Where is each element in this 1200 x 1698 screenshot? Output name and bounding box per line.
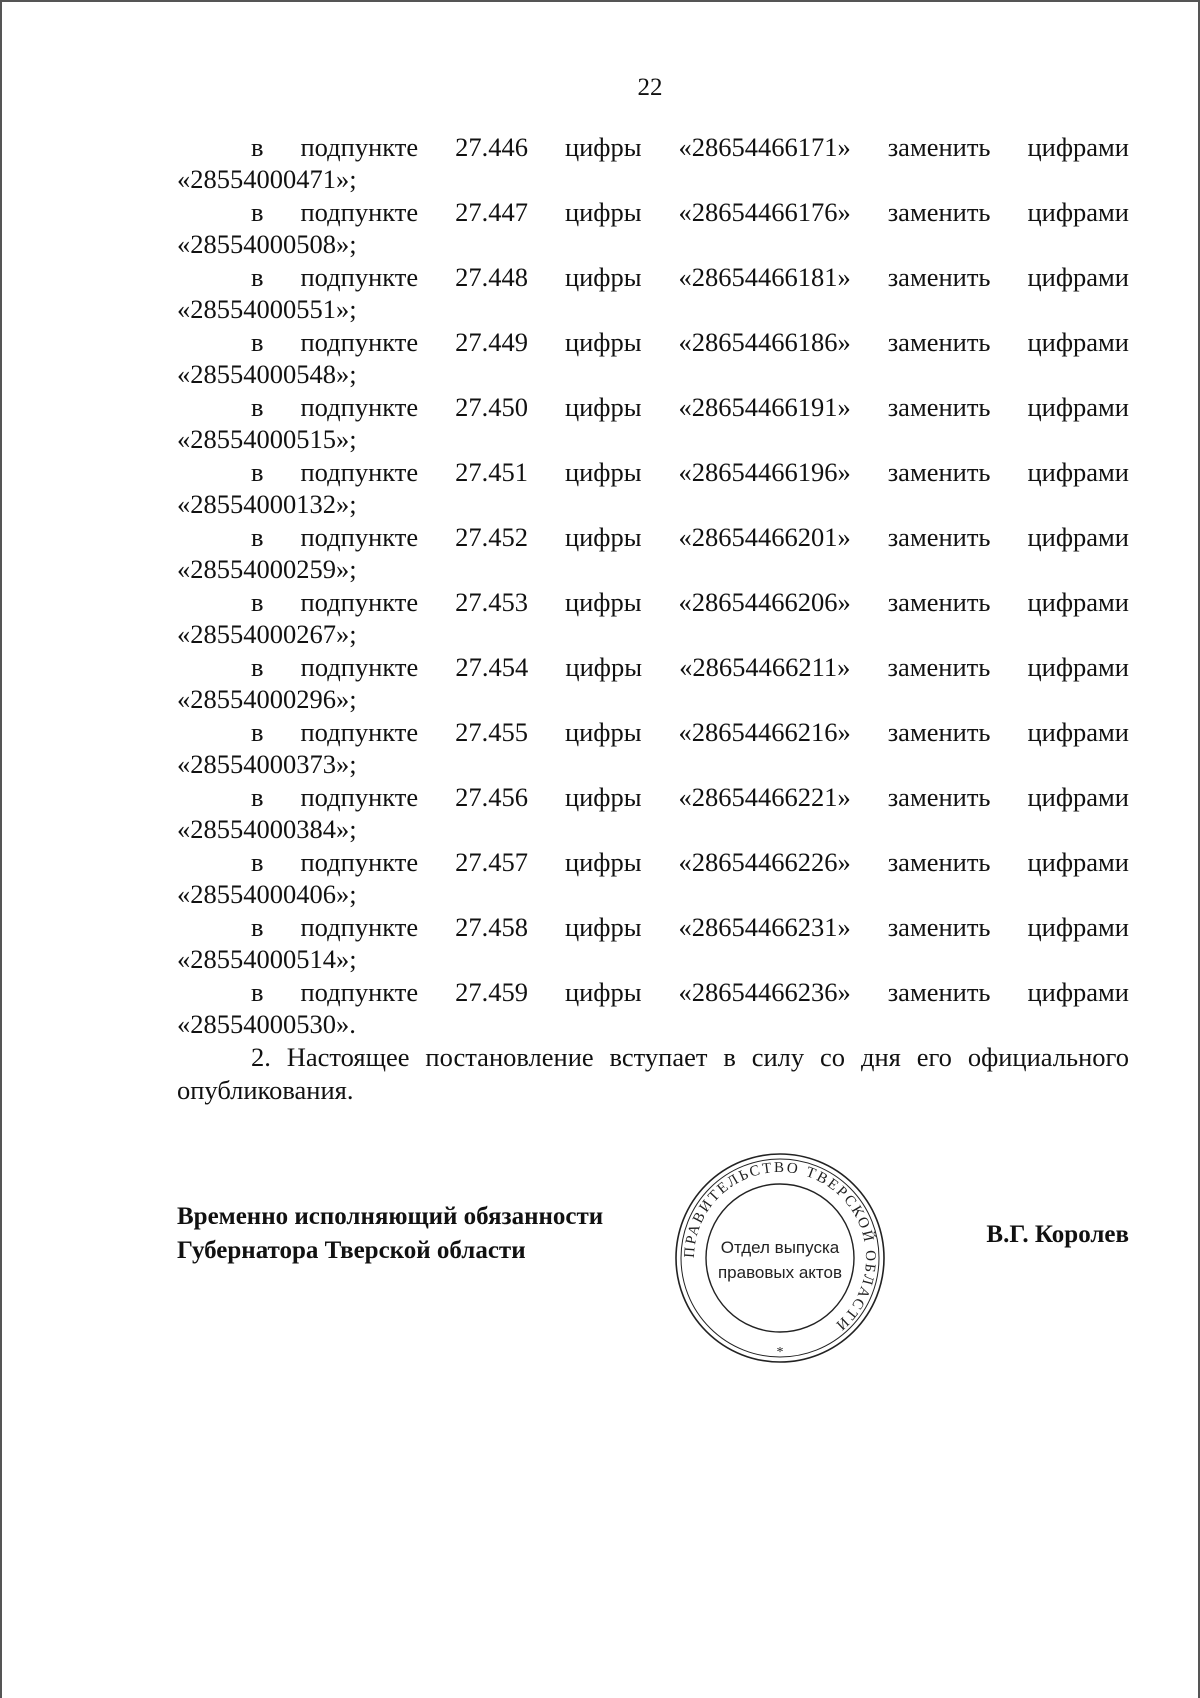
amendment-new-value: «28554000514»; (177, 944, 357, 974)
amendment-item (177, 586, 1129, 650)
amendment-new-value: «28554000548»; (177, 359, 357, 389)
amendment-line1 (177, 391, 1129, 423)
amendment-line1 (177, 131, 1129, 163)
amendment-item (177, 651, 1129, 715)
amendment-number: 27.451 (455, 457, 528, 487)
amendment-what: цифры (564, 587, 642, 617)
amendment-verb: заменить (887, 912, 991, 942)
amendment-number: 27.458 (455, 912, 528, 942)
amendment-verb: заменить (887, 587, 991, 617)
amendment-verb: заменить (887, 847, 991, 877)
amendment-number: 27.456 (455, 782, 528, 812)
signatory-title (177, 1200, 603, 1268)
amendment-with: цифрами (1027, 327, 1129, 357)
amendment-new-value: «28554000373»; (177, 749, 357, 779)
amendment-line1 (177, 781, 1129, 813)
amendment-line1 (177, 456, 1129, 488)
amendment-number: 27.446 (455, 132, 528, 162)
amendment-what: цифры (564, 977, 642, 1007)
amendment-old: «28654466201» (678, 522, 851, 552)
amendment-what: цифры (564, 717, 642, 747)
signatory-title-line2: Губернатора Тверской области (177, 1237, 526, 1264)
amendment-lead: в (251, 197, 264, 227)
seal-ring-text: ПРАВИТЕЛЬСТВО ТВЕРСКОЙ ОБЛАСТИ (681, 1159, 879, 1335)
amendment-word: подпункте (300, 847, 419, 877)
amendment-number: 27.457 (455, 847, 528, 877)
amendment-what: цифры (564, 262, 642, 292)
signatory-name: В.Г. Королев (986, 1221, 1129, 1248)
amendment-with: цифрами (1027, 587, 1129, 617)
amendment-word: подпункте (300, 912, 419, 942)
amendment-word: подпункте (300, 457, 419, 487)
seal-center-line1: Отдел выпуска (720, 1238, 840, 1257)
amendment-with: цифрами (1027, 912, 1129, 942)
amendment-number: 27.447 (455, 197, 528, 227)
amendment-lead: в (251, 327, 264, 357)
amendment-item (177, 716, 1129, 780)
amendment-item (177, 326, 1129, 390)
amendment-new-value: «28554000515»; (177, 424, 357, 454)
amendment-with: цифрами (1027, 782, 1129, 812)
amendment-item (177, 521, 1129, 585)
amendment-new-value: «28554000296»; (177, 684, 357, 714)
scan-border-left (0, 0, 2, 1698)
amendment-verb: заменить (887, 392, 991, 422)
amendment-new-value: «28554000132»; (177, 489, 357, 519)
seal-star: * (776, 1345, 784, 1360)
amendment-word: подпункте (300, 977, 419, 1007)
amendment-verb: заменить (887, 197, 991, 227)
amendment-with: цифрами (1027, 197, 1129, 227)
amendment-line1 (177, 261, 1129, 293)
amendment-what: цифры (564, 457, 642, 487)
amendment-with: цифрами (1027, 262, 1129, 292)
amendment-item (177, 131, 1129, 195)
amendment-lead: в (251, 782, 264, 812)
amendment-old: «28654466196» (678, 457, 851, 487)
amendment-lead: в (251, 847, 264, 877)
amendment-number: 27.453 (455, 587, 528, 617)
amendment-lead: в (251, 392, 264, 422)
amendment-lead: в (251, 912, 264, 942)
amendment-old: «28654466221» (678, 782, 851, 812)
amendment-line1 (177, 976, 1129, 1008)
amendment-verb: заменить (887, 782, 991, 812)
seal-center-line2: правовых актов (717, 1263, 843, 1282)
amendment-word: подпункте (300, 717, 419, 747)
amendment-number: 27.449 (455, 327, 528, 357)
amendment-what: цифры (564, 912, 642, 942)
amendment-with: цифрами (1027, 977, 1129, 1007)
amendment-with: цифрами (1027, 522, 1129, 552)
amendment-new-value: «28554000267»; (177, 619, 357, 649)
amendment-new-value: «28554000384»; (177, 814, 357, 844)
amendment-verb: заменить (887, 522, 991, 552)
amendment-line1 (177, 586, 1129, 618)
amendment-with: цифрами (1027, 847, 1129, 877)
amendment-verb: заменить (887, 977, 991, 1007)
amendment-with: цифрами (1027, 652, 1129, 682)
amendment-verb: заменить (887, 717, 991, 747)
amendment-new-value: «28554000406»; (177, 879, 357, 909)
amendment-line1 (177, 196, 1129, 228)
amendment-item (177, 391, 1129, 455)
amendment-old: «28654466191» (678, 392, 851, 422)
page-number: 22 (637, 74, 663, 101)
amendment-with: цифрами (1027, 132, 1129, 162)
amendment-line1 (177, 716, 1129, 748)
closing-paragraph: 2. Настоящее постановление вступает в силу со дня его официального опубликования. (177, 1042, 1129, 1105)
amendment-verb: заменить (887, 652, 991, 682)
amendments-list (177, 131, 1129, 1107)
amendment-number: 27.452 (455, 522, 528, 552)
amendment-lead: в (251, 262, 264, 292)
amendment-line1 (177, 846, 1129, 878)
amendment-word: подпункте (300, 327, 419, 357)
amendment-what: цифры (564, 522, 642, 552)
amendment-item (177, 781, 1129, 845)
amendment-old: «28654466216» (678, 717, 851, 747)
amendment-old: «28654466236» (678, 977, 851, 1007)
amendment-number: 27.450 (455, 392, 528, 422)
amendment-word: подпункте (300, 132, 419, 162)
amendment-new-value: «28554000530». (177, 1009, 356, 1039)
amendment-word: подпункте (300, 197, 419, 227)
amendment-item (177, 196, 1129, 260)
amendment-what: цифры (564, 392, 642, 422)
amendment-item (177, 976, 1129, 1040)
amendment-word: подпункте (300, 587, 419, 617)
amendment-lead: в (251, 587, 264, 617)
amendment-line1 (177, 326, 1129, 358)
amendment-what: цифры (564, 197, 642, 227)
amendment-old: «28654466211» (679, 652, 851, 682)
amendment-word: подпункте (300, 392, 419, 422)
amendment-number: 27.459 (455, 977, 528, 1007)
amendment-lead: в (251, 457, 264, 487)
amendment-item (177, 846, 1129, 910)
amendment-what: цифры (565, 652, 642, 682)
amendment-what: цифры (564, 847, 642, 877)
amendment-new-value: «28554000508»; (177, 229, 357, 259)
amendment-number: 27.454 (455, 652, 529, 682)
amendment-with: цифрами (1027, 457, 1129, 487)
amendment-lead: в (251, 132, 264, 162)
signatory-title-line1: Временно исполняющий обязанности (177, 1203, 604, 1230)
amendment-verb: заменить (887, 262, 991, 292)
amendment-lead: в (251, 717, 264, 747)
amendment-new-value: «28554000259»; (177, 554, 357, 584)
amendment-what: цифры (564, 327, 642, 357)
amendment-number: 27.448 (455, 262, 528, 292)
amendment-line1 (177, 521, 1129, 553)
amendment-item (177, 911, 1129, 975)
official-seal (672, 1150, 888, 1366)
amendment-old: «28654466226» (678, 847, 851, 877)
amendment-what: цифры (564, 132, 642, 162)
amendment-with: цифрами (1027, 392, 1129, 422)
amendment-verb: заменить (887, 327, 991, 357)
amendment-lead: в (251, 522, 264, 552)
amendment-lead: в (251, 652, 264, 682)
amendment-lead: в (251, 977, 264, 1007)
amendment-item (177, 261, 1129, 325)
amendment-line1 (177, 911, 1129, 943)
amendment-word: подпункте (300, 262, 419, 292)
amendment-old: «28654466171» (678, 132, 851, 162)
amendment-new-value: «28554000471»; (177, 164, 357, 194)
amendment-word: подпункте (300, 652, 419, 682)
amendment-word: подпункте (300, 782, 419, 812)
amendment-line1 (177, 651, 1129, 683)
amendment-old: «28654466231» (678, 912, 851, 942)
amendment-what: цифры (564, 782, 642, 812)
amendment-item (177, 456, 1129, 520)
amendment-old: «28654466176» (678, 197, 851, 227)
amendment-number: 27.455 (455, 717, 528, 747)
amendment-verb: заменить (887, 132, 991, 162)
amendment-old: «28654466206» (678, 587, 851, 617)
scan-border-top (0, 0, 1200, 2)
amendment-word: подпункте (300, 522, 419, 552)
amendment-old: «28654466181» (678, 262, 851, 292)
amendment-verb: заменить (887, 457, 991, 487)
amendment-new-value: «28554000551»; (177, 294, 357, 324)
amendment-with: цифрами (1027, 717, 1129, 747)
amendment-old: «28654466186» (678, 327, 851, 357)
